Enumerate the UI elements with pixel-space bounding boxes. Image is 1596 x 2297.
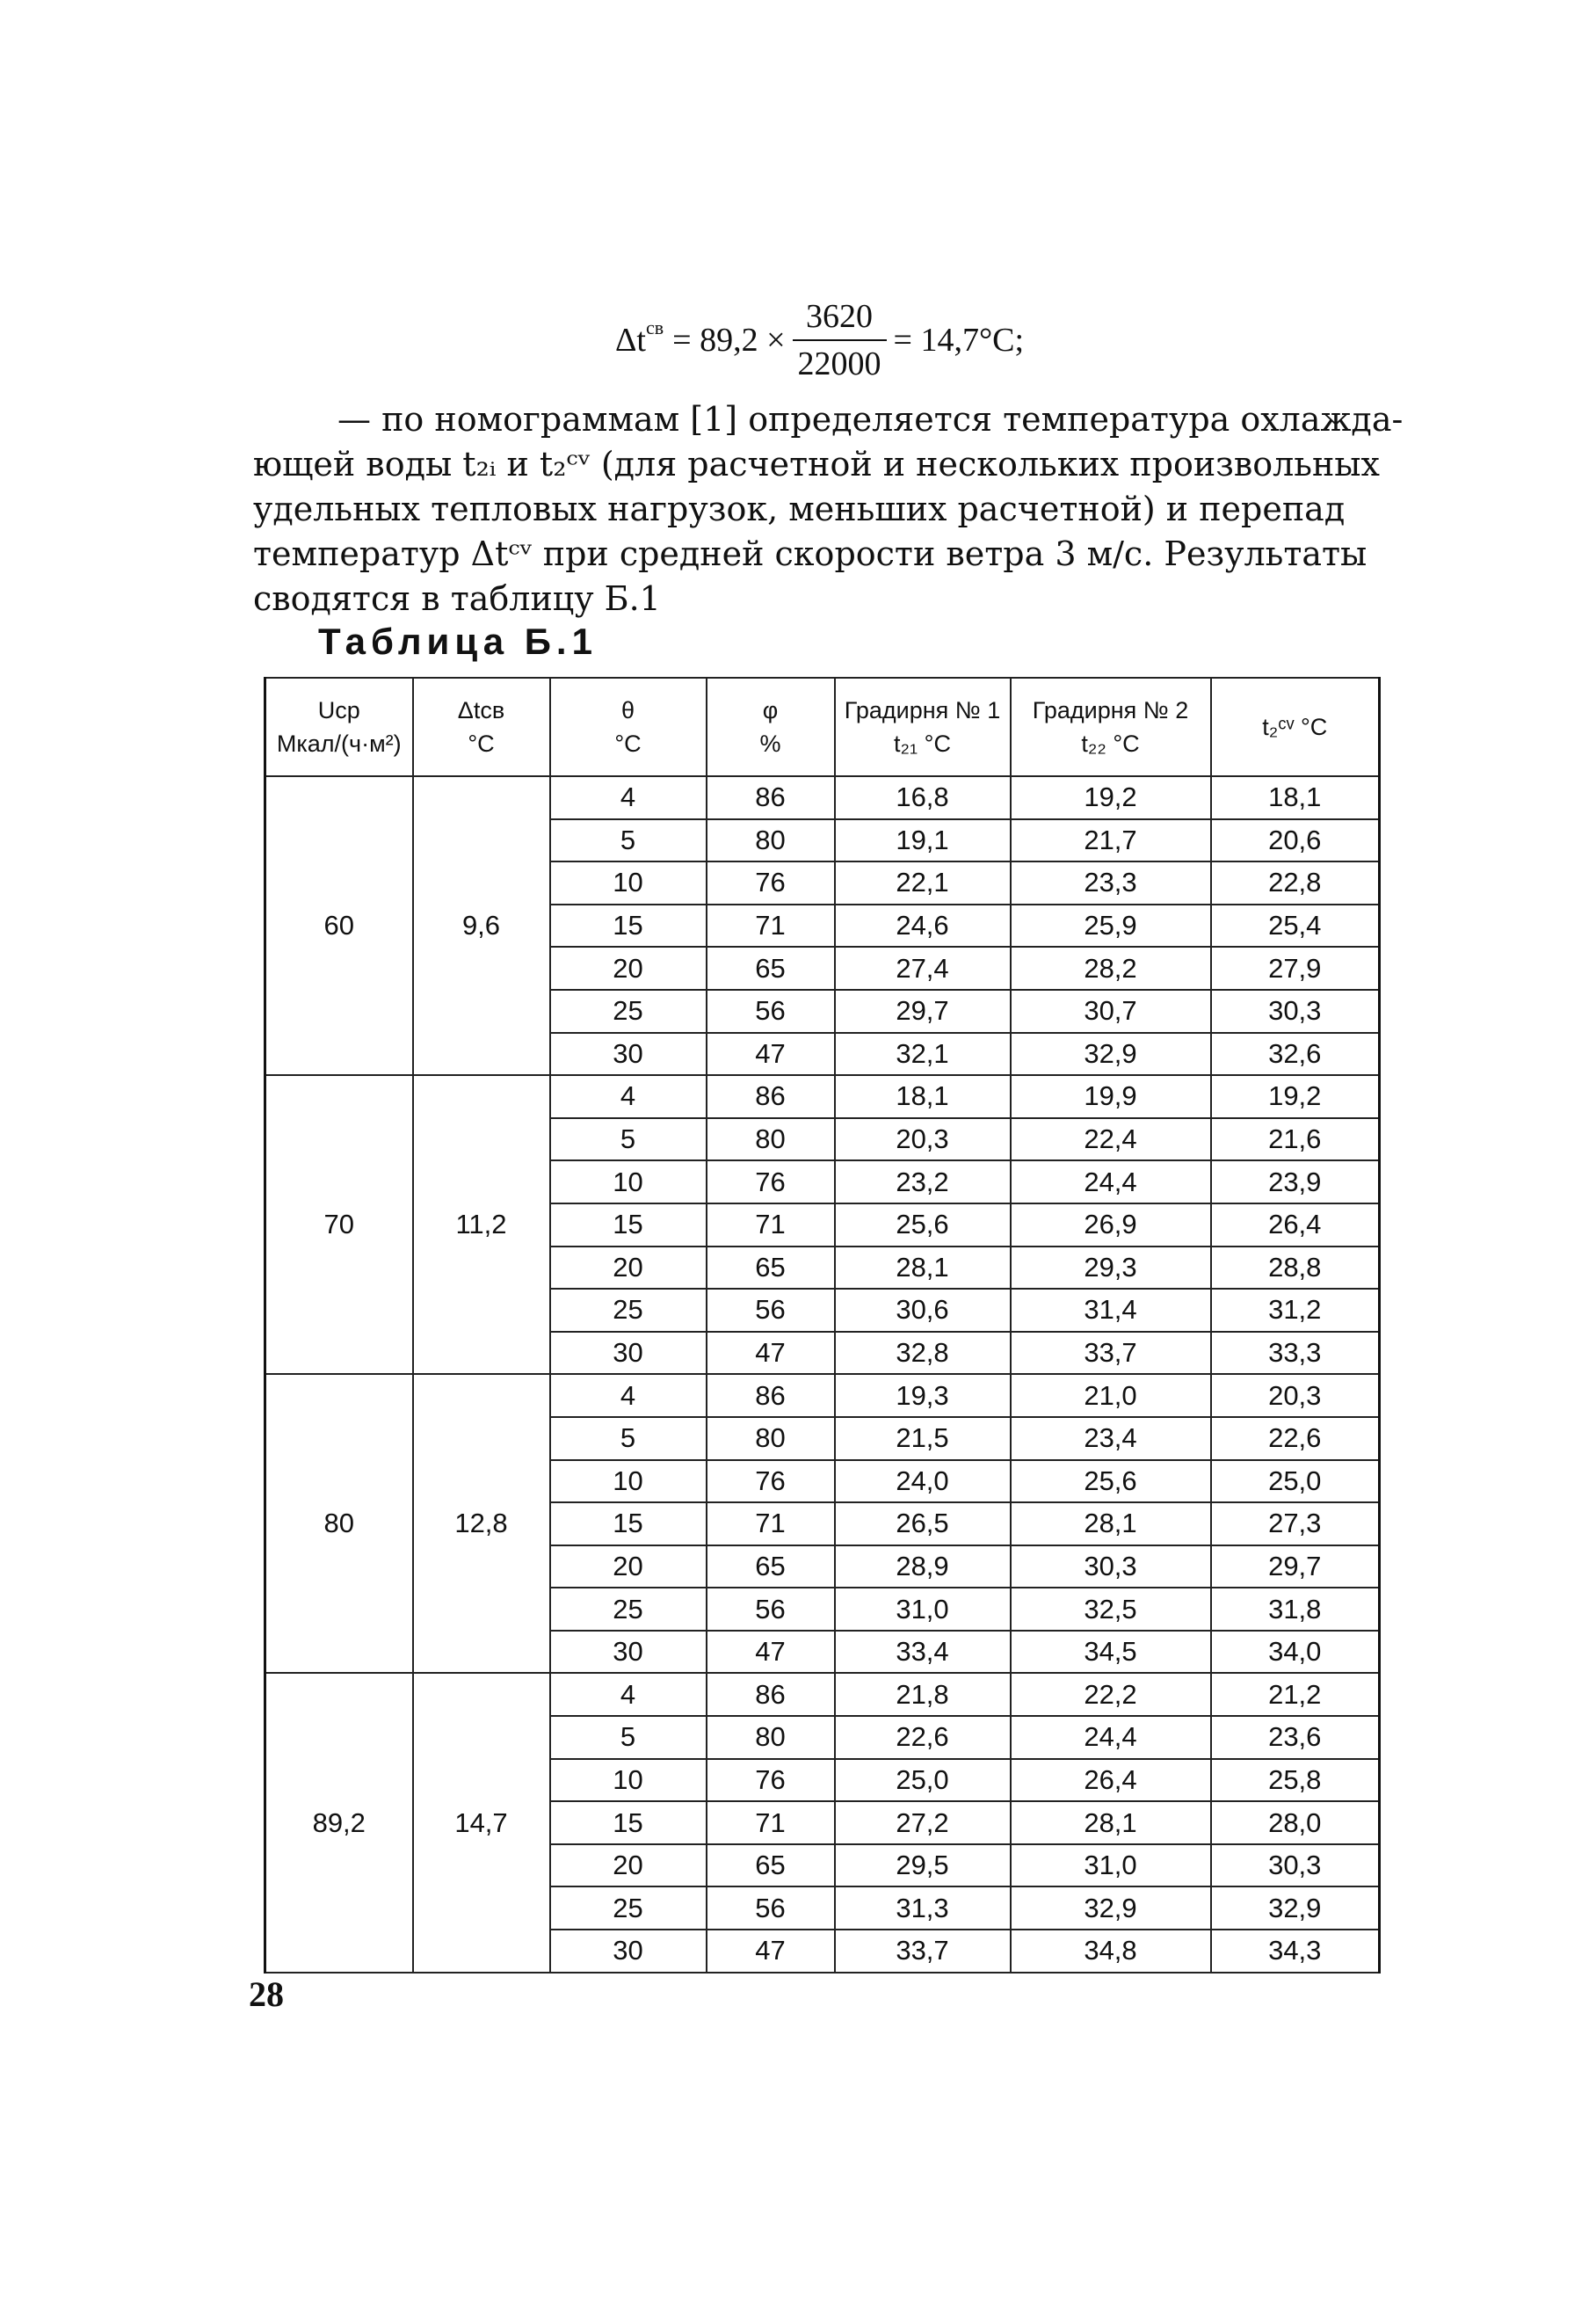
column-header-line: % [759, 731, 781, 757]
cell-t2-sv: 31,2 [1211, 1289, 1380, 1332]
formula-result: = 14,7°C; [893, 322, 1025, 359]
column-header [413, 678, 550, 776]
results-table [264, 677, 1381, 1974]
cell-t21: 21,5 [835, 1417, 1011, 1460]
cell-theta: 25 [550, 990, 707, 1033]
cell-t22: 28,1 [1011, 1801, 1211, 1844]
cell-t22: 28,2 [1011, 947, 1211, 990]
cell-t22: 29,3 [1011, 1247, 1211, 1290]
table-header [265, 678, 1380, 776]
cell-t2-sv: 19,2 [1211, 1075, 1380, 1118]
cell-t2-sv: 20,6 [1211, 819, 1380, 862]
cell-delta-t: 12,8 [413, 1374, 550, 1673]
cell-t21: 32,8 [835, 1332, 1011, 1375]
column-header [835, 678, 1011, 776]
cell-theta: 15 [550, 1801, 707, 1844]
column-header-line: t₂₂ °C [1081, 731, 1140, 757]
cell-t2-sv: 25,4 [1211, 905, 1380, 948]
cell-t22: 32,9 [1011, 1886, 1211, 1930]
table-row [265, 776, 1380, 819]
cell-t21: 19,1 [835, 819, 1011, 862]
cell-t21: 20,3 [835, 1118, 1011, 1161]
table-caption: Таблица Б.1 [318, 621, 598, 662]
cell-theta: 30 [550, 1631, 707, 1674]
cell-t2-sv: 30,3 [1211, 1844, 1380, 1887]
formula-fraction [793, 297, 887, 383]
cell-t22: 22,2 [1011, 1673, 1211, 1716]
formula-delta-t [615, 297, 1024, 383]
cell-t2-sv: 33,3 [1211, 1332, 1380, 1375]
cell-theta: 10 [550, 1160, 707, 1203]
cell-t22: 24,4 [1011, 1716, 1211, 1759]
cell-theta: 10 [550, 861, 707, 905]
column-header [265, 678, 413, 776]
cell-theta: 5 [550, 1417, 707, 1460]
cell-t22: 26,4 [1011, 1759, 1211, 1802]
cell-theta: 20 [550, 1545, 707, 1588]
cell-t2-sv: 21,2 [1211, 1673, 1380, 1716]
cell-phi: 65 [707, 947, 835, 990]
cell-t21: 29,5 [835, 1844, 1011, 1887]
cell-t2-sv: 22,8 [1211, 861, 1380, 905]
cell-phi: 65 [707, 1844, 835, 1887]
cell-t22: 32,9 [1011, 1033, 1211, 1076]
cell-t2-sv: 20,3 [1211, 1374, 1380, 1417]
body-paragraph [253, 397, 1404, 621]
column-header [1211, 678, 1380, 776]
cell-theta: 10 [550, 1460, 707, 1503]
cell-theta: 30 [550, 1332, 707, 1375]
column-header-line: Градирня № 2 [1032, 697, 1189, 723]
cell-phi: 47 [707, 1332, 835, 1375]
cell-phi: 80 [707, 1417, 835, 1460]
cell-phi: 56 [707, 1886, 835, 1930]
column-header-line: °C [614, 731, 642, 757]
cell-phi: 86 [707, 776, 835, 819]
cell-t21: 18,1 [835, 1075, 1011, 1118]
cell-phi: 71 [707, 1203, 835, 1247]
cell-theta: 25 [550, 1289, 707, 1332]
column-header-line: Градирня № 1 [844, 697, 1001, 723]
cell-t2-sv: 26,4 [1211, 1203, 1380, 1247]
cell-t21: 27,4 [835, 947, 1011, 990]
cell-delta-t: 9,6 [413, 776, 550, 1075]
cell-heat-load: 70 [265, 1075, 413, 1374]
cell-theta: 20 [550, 947, 707, 990]
cell-t21: 25,0 [835, 1759, 1011, 1802]
cell-phi: 86 [707, 1673, 835, 1716]
cell-theta: 25 [550, 1588, 707, 1631]
cell-theta: 5 [550, 1716, 707, 1759]
cell-t2-sv: 30,3 [1211, 990, 1380, 1033]
cell-t2-sv: 28,0 [1211, 1801, 1380, 1844]
cell-phi: 47 [707, 1033, 835, 1076]
cell-theta: 20 [550, 1247, 707, 1290]
cell-t2-sv: 31,8 [1211, 1588, 1380, 1631]
cell-t22: 23,4 [1011, 1417, 1211, 1460]
cell-theta: 25 [550, 1886, 707, 1930]
cell-theta: 15 [550, 905, 707, 948]
column-header [1011, 678, 1211, 776]
paragraph-line: удельных тепловых нагрузок, меньших расчетной) и перепад [253, 490, 1346, 528]
cell-t22: 26,9 [1011, 1203, 1211, 1247]
cell-t21: 24,0 [835, 1460, 1011, 1503]
column-header [707, 678, 835, 776]
cell-phi: 86 [707, 1374, 835, 1417]
cell-heat-load: 60 [265, 776, 413, 1075]
cell-t22: 25,9 [1011, 905, 1211, 948]
cell-phi: 56 [707, 1289, 835, 1332]
cell-theta: 15 [550, 1502, 707, 1545]
cell-t22: 24,4 [1011, 1160, 1211, 1203]
cell-t2-sv: 29,7 [1211, 1545, 1380, 1588]
paragraph-line: температур Δtᶜᵛ при средней скорости ветра 3 м/с. Результаты [253, 534, 1367, 573]
formula-lhs-superscript: св [646, 316, 664, 338]
column-header-line: t₂₁ °C [894, 731, 951, 757]
cell-t2-sv: 34,3 [1211, 1930, 1380, 1973]
cell-t22: 21,0 [1011, 1374, 1211, 1417]
formula-multiplier: = 89,2 × [672, 322, 786, 359]
cell-t21: 22,1 [835, 861, 1011, 905]
cell-theta: 4 [550, 776, 707, 819]
table-row [265, 1673, 1380, 1716]
cell-theta: 5 [550, 1118, 707, 1161]
cell-t21: 33,7 [835, 1930, 1011, 1973]
page-number: 28 [249, 1974, 284, 2014]
cell-t21: 30,6 [835, 1289, 1011, 1332]
table-row [265, 1374, 1380, 1417]
cell-t22: 21,7 [1011, 819, 1211, 862]
header-row [265, 678, 1380, 776]
formula-lhs: Δt [615, 322, 646, 359]
cell-t2-sv: 32,6 [1211, 1033, 1380, 1076]
column-header-line: °C [468, 731, 495, 757]
cell-phi: 86 [707, 1075, 835, 1118]
cell-t21: 22,6 [835, 1716, 1011, 1759]
cell-phi: 80 [707, 1118, 835, 1161]
cell-theta: 20 [550, 1844, 707, 1887]
cell-t2-sv: 25,8 [1211, 1759, 1380, 1802]
cell-t21: 19,3 [835, 1374, 1011, 1417]
cell-delta-t: 11,2 [413, 1075, 550, 1374]
cell-phi: 65 [707, 1545, 835, 1588]
cell-t21: 27,2 [835, 1801, 1011, 1844]
cell-t21: 32,1 [835, 1033, 1011, 1076]
paragraph-line: — по номограммам [1] определяется температура охлажда- [337, 400, 1404, 439]
cell-t2-sv: 23,6 [1211, 1716, 1380, 1759]
cell-t21: 28,1 [835, 1247, 1011, 1290]
cell-phi: 65 [707, 1247, 835, 1290]
cell-t21: 23,2 [835, 1160, 1011, 1203]
cell-t21: 25,6 [835, 1203, 1011, 1247]
cell-heat-load: 89,2 [265, 1673, 413, 1972]
cell-t21: 21,8 [835, 1673, 1011, 1716]
cell-phi: 71 [707, 1502, 835, 1545]
column-header-line: t₂ᶜᵛ °C [1262, 714, 1328, 740]
cell-t2-sv: 21,6 [1211, 1118, 1380, 1161]
cell-t21: 29,7 [835, 990, 1011, 1033]
cell-t21: 24,6 [835, 905, 1011, 948]
cell-t22: 25,6 [1011, 1460, 1211, 1503]
cell-theta: 10 [550, 1759, 707, 1802]
cell-t22: 33,7 [1011, 1332, 1211, 1375]
cell-t21: 16,8 [835, 776, 1011, 819]
cell-t22: 19,2 [1011, 776, 1211, 819]
cell-phi: 80 [707, 1716, 835, 1759]
cell-heat-load: 80 [265, 1374, 413, 1673]
cell-t22: 31,0 [1011, 1844, 1211, 1887]
cell-t21: 28,9 [835, 1545, 1011, 1588]
cell-theta: 30 [550, 1033, 707, 1076]
cell-t22: 30,3 [1011, 1545, 1211, 1588]
cell-theta: 4 [550, 1374, 707, 1417]
cell-t22: 30,7 [1011, 990, 1211, 1033]
cell-phi: 47 [707, 1930, 835, 1973]
cell-theta: 5 [550, 819, 707, 862]
cell-t22: 19,9 [1011, 1075, 1211, 1118]
cell-phi: 71 [707, 1801, 835, 1844]
table-row [265, 1075, 1380, 1118]
cell-t2-sv: 34,0 [1211, 1631, 1380, 1674]
column-header-line: Δtсв [457, 697, 505, 723]
table-body [265, 776, 1380, 1973]
paragraph-line: сводятся в таблицу Б.1 [253, 579, 661, 618]
cell-t2-sv: 22,6 [1211, 1417, 1380, 1460]
cell-t21: 33,4 [835, 1631, 1011, 1674]
cell-phi: 47 [707, 1631, 835, 1674]
column-header-line: θ [620, 697, 635, 723]
cell-t22: 22,4 [1011, 1118, 1211, 1161]
cell-theta: 4 [550, 1673, 707, 1716]
cell-t22: 34,8 [1011, 1930, 1211, 1973]
cell-phi: 76 [707, 1160, 835, 1203]
column-header-line: Мкал/(ч·м²) [276, 731, 402, 757]
cell-phi: 71 [707, 905, 835, 948]
cell-t2-sv: 23,9 [1211, 1160, 1380, 1203]
cell-t21: 31,3 [835, 1886, 1011, 1930]
cell-phi: 56 [707, 990, 835, 1033]
column-header [550, 678, 707, 776]
cell-theta: 30 [550, 1930, 707, 1973]
formula-numerator: 3620 [806, 298, 874, 335]
cell-phi: 76 [707, 861, 835, 905]
column-header-line: Uср [317, 697, 360, 723]
column-header-line: φ [762, 697, 779, 723]
paragraph-line: ющей воды t₂ᵢ и t₂ᶜᵛ (для расчетной и нескольких произвольных [253, 445, 1380, 483]
cell-delta-t: 14,7 [413, 1673, 550, 1972]
cell-t2-sv: 18,1 [1211, 776, 1380, 819]
cell-theta: 4 [550, 1075, 707, 1118]
cell-t22: 31,4 [1011, 1289, 1211, 1332]
cell-phi: 76 [707, 1759, 835, 1802]
cell-phi: 80 [707, 819, 835, 862]
formula-denominator: 22000 [793, 339, 887, 383]
cell-t2-sv: 27,9 [1211, 947, 1380, 990]
cell-theta: 15 [550, 1203, 707, 1247]
cell-phi: 56 [707, 1588, 835, 1631]
cell-t21: 26,5 [835, 1502, 1011, 1545]
cell-t2-sv: 25,0 [1211, 1460, 1380, 1503]
cell-t21: 31,0 [835, 1588, 1011, 1631]
cell-phi: 76 [707, 1460, 835, 1503]
cell-t2-sv: 27,3 [1211, 1502, 1380, 1545]
cell-t22: 32,5 [1011, 1588, 1211, 1631]
cell-t22: 28,1 [1011, 1502, 1211, 1545]
cell-t2-sv: 32,9 [1211, 1886, 1380, 1930]
cell-t22: 34,5 [1011, 1631, 1211, 1674]
cell-t22: 23,3 [1011, 861, 1211, 905]
cell-t2-sv: 28,8 [1211, 1247, 1380, 1290]
